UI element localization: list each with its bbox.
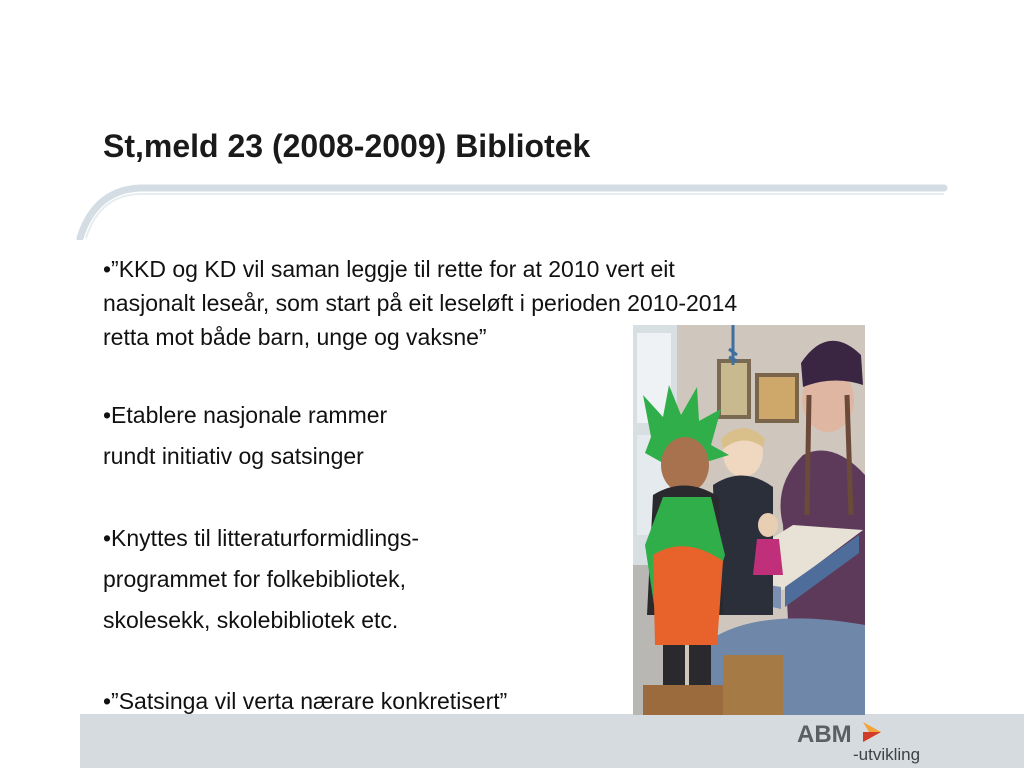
title-underline-decoration: [0, 180, 1024, 240]
bullet-1-line-1: •”KKD og KD vil saman leggje til rette for at 2010 vert eit: [103, 256, 675, 282]
bullet-3-line-2: programmet for folkebibliotek,: [103, 566, 406, 592]
bullet-3-line-3: skolesekk, skolebibliotek etc.: [103, 607, 399, 633]
bullet-1-line-2: nasjonalt leseår, som start på eit leseløft i perioden 2010-2014: [103, 290, 738, 316]
slide-title: St,meld 23 (2008-2009) Bibliotek: [103, 128, 591, 164]
logo-brand-text: ABM: [797, 721, 852, 748]
bullet-4-line-1: •”Satsinga vil verta nærare konkretisert”: [103, 688, 508, 714]
bullet-2-line-2: rundt initiativ og satsinger: [103, 443, 364, 469]
logo-sub-text: -utvikling: [853, 745, 921, 764]
abm-logo-mark-icon: [797, 716, 937, 766]
reading-photo: [633, 325, 865, 715]
bullet-3-line-1: •Knyttes til litteraturformidlings-: [103, 525, 420, 551]
bullet-2-line-1: •Etablere nasjonale rammer: [103, 402, 388, 428]
bullet-1-line-3: retta mot både barn, unge og vaksne”: [103, 324, 487, 350]
abm-utvikling-logo: [797, 716, 937, 766]
